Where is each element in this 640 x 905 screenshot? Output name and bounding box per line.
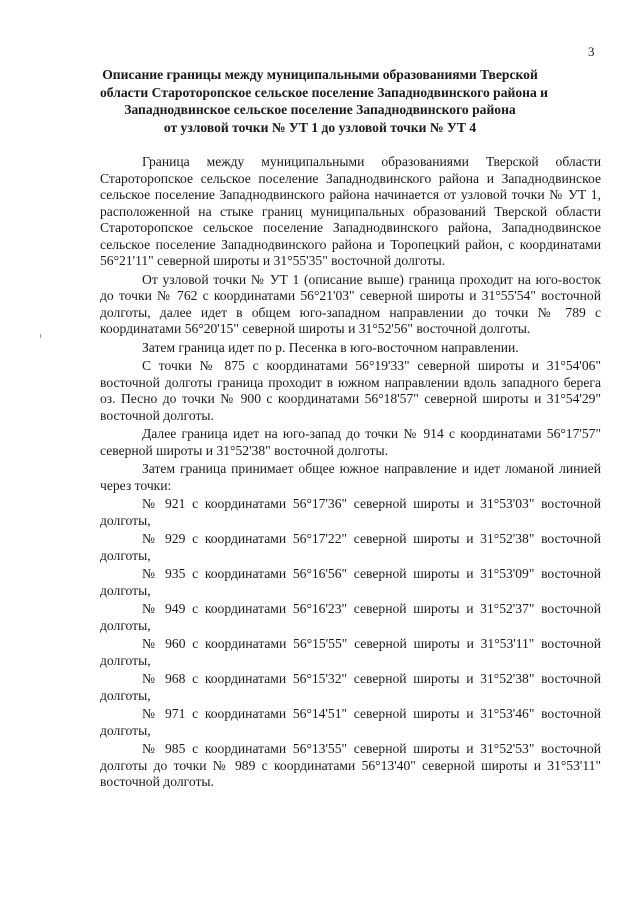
document-title bbox=[100, 66, 549, 136]
title-line: от узловой точки № УТ 1 до узловой точки № УТ 4 bbox=[163, 119, 477, 135]
point-item: № 985 с координатами 56°13'55" северной широты и 31°52'53" восточной долготы до точки № 989 с координатами 56°13'40" северной широты и 31°53'11" восточной долготы. bbox=[100, 741, 601, 789]
margin-mark bbox=[40, 334, 41, 338]
paragraph: Затем граница принимает общее южное направление и идет ломаной линией через точки: bbox=[100, 461, 601, 493]
point-item: № 921 с координатами 56°17'36" северной широты и 31°53'03" восточной долготы, bbox=[100, 496, 601, 528]
paragraph: Граница между муниципальными образованиями Тверской области Старотoропское сельское поселение Западнодвинского района и Западнодвинское сельское поселение Западнодвинского района начинается от узловой точки № УТ 1, расположенной на стыке границ муниципальных образований Тверской области Старотoропское сельское поселение Западнодвинского района, Западнодвинское сельское поселение Западнодвинского района и Торопецкий район, с координатами 56°21'11" северной широты и 31°55'35" восточной долготы. bbox=[100, 154, 601, 268]
point-item: № 968 с координатами 56°15'32" северной широты и 31°52'38" восточной долготы, bbox=[100, 671, 601, 703]
title-line: Западнодвинское сельское поселение Западнодвинского района bbox=[124, 102, 516, 117]
title-line: Описание границы между муниципальными образованиями Тверской bbox=[102, 67, 538, 82]
point-item: № 960 с координатами 56°15'55" северной широты и 31°53'11" восточной долготы, bbox=[100, 636, 601, 668]
document-body bbox=[100, 154, 601, 791]
point-item: № 929 с координатами 56°17'22" северной широты и 31°52'38" восточной долготы, bbox=[100, 531, 601, 563]
point-item: № 949 с координатами 56°16'23" северной широты и 31°52'37" восточной долготы, bbox=[100, 601, 601, 633]
title-line: области Старотoропское сельское поселение Западнодвинского района и bbox=[100, 84, 549, 100]
paragraph: С точки № 875 с координатами 56°19'33" северной широты и 31°54'06" восточной долготы граница проходит в южном направлении вдоль западного берега оз. Песно до точки № 900 с координатами 56°18'57" северной широты и 31°54'29" восточной долготы. bbox=[100, 358, 601, 423]
paragraph: Далее граница идет на юго-запад до точки № 914 с координатами 56°17'57" северной широты и 31°52'38" восточной долготы. bbox=[100, 426, 601, 458]
point-item: № 971 с координатами 56°14'51" северной широты и 31°53'46" восточной долготы, bbox=[100, 706, 601, 738]
paragraph: Затем граница идет по р. Песенка в юго-восточном направлении. bbox=[142, 339, 519, 355]
point-item: № 935 с координатами 56°16'56" северной широты и 31°53'09" восточной долготы, bbox=[100, 566, 601, 598]
paragraph: От узловой точки № УТ 1 (описание выше) граница проходит на юго-восток до точки № 762 с координатами 56°21'03" северной широты и 31°55'54" восточной долготы, далее идет в общем юго-западном направлении до точки № 789 с координатами 56°20'15" северной широты и 31°52'56" восточной долготы. bbox=[100, 271, 601, 336]
page-number: 3 bbox=[588, 44, 595, 59]
